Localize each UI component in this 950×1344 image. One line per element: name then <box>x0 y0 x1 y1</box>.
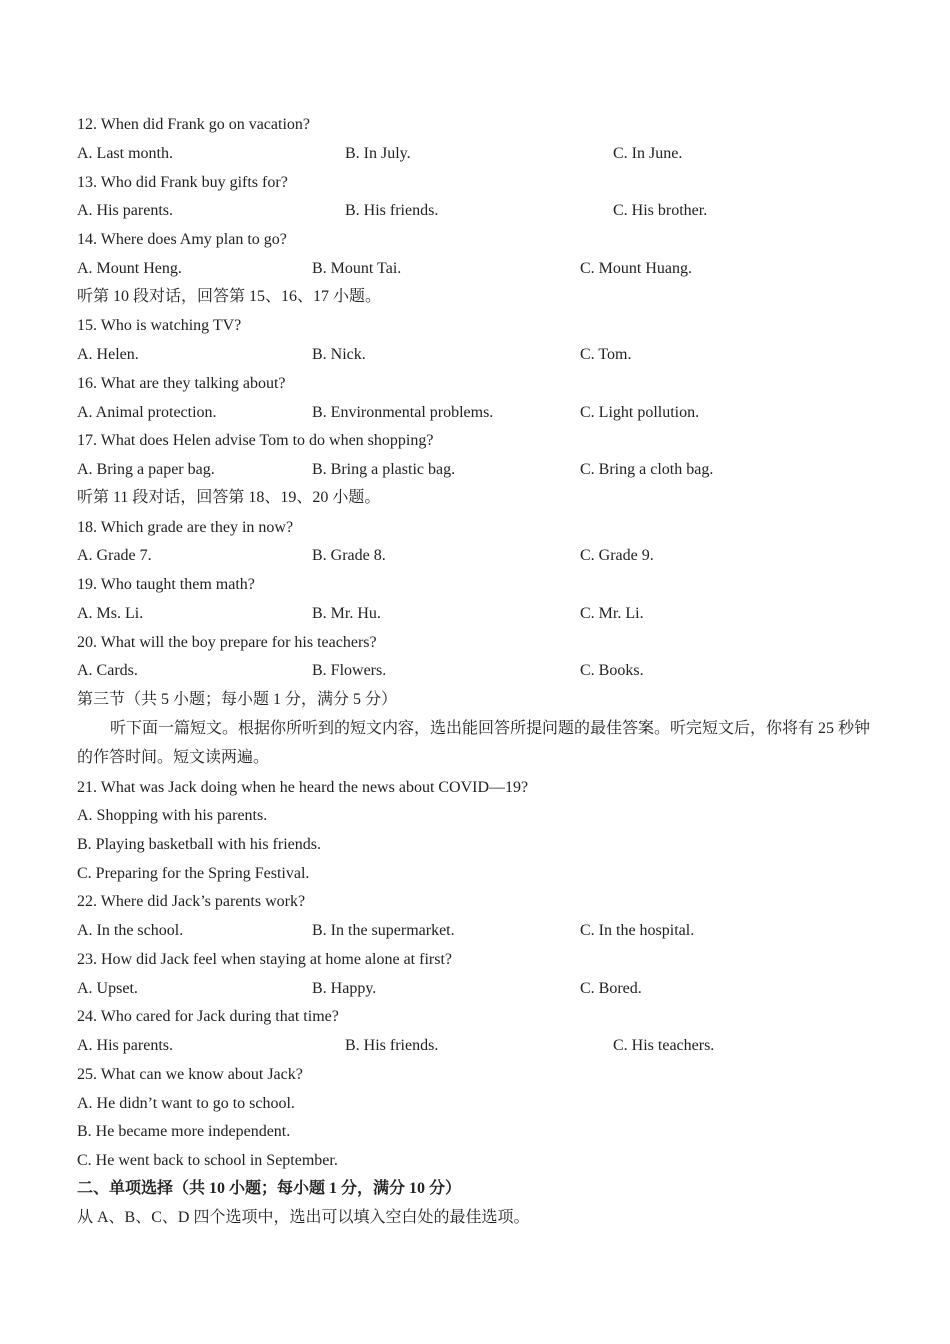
question-12-stem: 12. When did Frank go on vacation? <box>77 116 310 133</box>
question-12-option-a: A. Last month. <box>77 145 173 162</box>
question-19-option-c: C. Mr. Li. <box>580 605 644 622</box>
question-21-stem: 21. What was Jack doing when he heard the news about COVID—19? <box>77 779 529 796</box>
question-19-option-a: A. Ms. Li. <box>77 605 144 622</box>
question-14-option-a: A. Mount Heng. <box>77 260 182 277</box>
question-21-option-a: A. Shopping with his parents. <box>77 807 268 824</box>
question-22-option-c: C. In the hospital. <box>580 922 695 939</box>
question-17-option-b: B. Bring a plastic bag. <box>312 461 456 478</box>
question-19-option-b: B. Mr. Hu. <box>312 605 381 622</box>
question-13-option-b: B. His friends. <box>345 202 439 219</box>
question-24-stem: 24. Who cared for Jack during that time? <box>77 1008 339 1025</box>
question-16-option-c: C. Light pollution. <box>580 404 700 421</box>
question-22-option-b: B. In the supermarket. <box>312 922 455 939</box>
question-24-option-a: A. His parents. <box>77 1037 173 1054</box>
question-23-option-a: A. Upset. <box>77 980 138 997</box>
part-2-description: 从 A、B、C、D 四个选项中，选出可以填入空白处的最佳选项。 <box>77 1209 530 1226</box>
question-15-option-c: C. Tom. <box>580 346 632 363</box>
question-12-option-b: B. In July. <box>345 145 411 162</box>
question-22-stem: 22. Where did Jack’s parents work? <box>77 893 306 910</box>
section-3-title: 第三节（共 5 小题；每小题 1 分，满分 5 分） <box>77 691 398 708</box>
dialog-11-instruction: 听第 11 段对话，回答第 18、19、20 小题。 <box>77 489 381 506</box>
question-18-option-a: A. Grade 7. <box>77 547 152 564</box>
question-15-stem: 15. Who is watching TV? <box>77 317 242 334</box>
question-12-option-c: C. In June. <box>613 145 683 162</box>
question-16-option-a: A. Animal protection. <box>77 404 217 421</box>
question-25-option-c: C. He went back to school in September. <box>77 1152 338 1169</box>
question-13-stem: 13. Who did Frank buy gifts for? <box>77 174 288 191</box>
question-24-option-c: C. His teachers. <box>613 1037 715 1054</box>
question-17-stem: 17. What does Helen advise Tom to do when shopping? <box>77 432 434 449</box>
question-17-option-c: C. Bring a cloth bag. <box>580 461 714 478</box>
part-2-title: 二、单项选择（共 10 小题；每小题 1 分，满分 10 分） <box>77 1180 462 1197</box>
question-22-option-a: A. In the school. <box>77 922 184 939</box>
question-20-stem: 20. What will the boy prepare for his teachers? <box>77 634 377 651</box>
question-16-stem: 16. What are they talking about? <box>77 375 286 392</box>
question-25-option-a: A. He didn’t want to go to school. <box>77 1095 295 1112</box>
question-16-option-b: B. Environmental problems. <box>312 404 494 421</box>
question-23-stem: 23. How did Jack feel when staying at home alone at first? <box>77 951 452 968</box>
question-24-option-b: B. His friends. <box>345 1037 439 1054</box>
question-25-stem: 25. What can we know about Jack? <box>77 1066 303 1083</box>
dialog-10-instruction: 听第 10 段对话，回答第 15、16、17 小题。 <box>77 288 382 305</box>
question-14-stem: 14. Where does Amy plan to go? <box>77 231 287 248</box>
section-3-description: 听下面一篇短文。根据你所听到的短文内容，选出能回答所提问题的最佳答案。听完短文后，你将有 25 秒钟的作答时间。短文读两遍。 <box>77 720 871 766</box>
question-15-option-a: A. Helen. <box>77 346 139 363</box>
question-13-option-a: A. His parents. <box>77 202 173 219</box>
question-18-option-b: B. Grade 8. <box>312 547 386 564</box>
question-19-stem: 19. Who taught them math? <box>77 576 255 593</box>
question-13-option-c: C. His brother. <box>613 202 708 219</box>
question-20-option-a: A. Cards. <box>77 662 138 679</box>
question-15-option-b: B. Nick. <box>312 346 366 363</box>
question-23-option-b: B. Happy. <box>312 980 377 997</box>
question-14-option-b: B. Mount Tai. <box>312 260 402 277</box>
question-20-option-c: C. Books. <box>580 662 644 679</box>
question-20-option-b: B. Flowers. <box>312 662 387 679</box>
question-17-option-a: A. Bring a paper bag. <box>77 461 215 478</box>
question-14-option-c: C. Mount Huang. <box>580 260 692 277</box>
question-21-option-b: B. Playing basketball with his friends. <box>77 836 321 853</box>
question-18-stem: 18. Which grade are they in now? <box>77 519 294 536</box>
question-21-option-c: C. Preparing for the Spring Festival. <box>77 865 310 882</box>
question-25-option-b: B. He became more independent. <box>77 1123 291 1140</box>
question-23-option-c: C. Bored. <box>580 980 642 997</box>
question-18-option-c: C. Grade 9. <box>580 547 654 564</box>
